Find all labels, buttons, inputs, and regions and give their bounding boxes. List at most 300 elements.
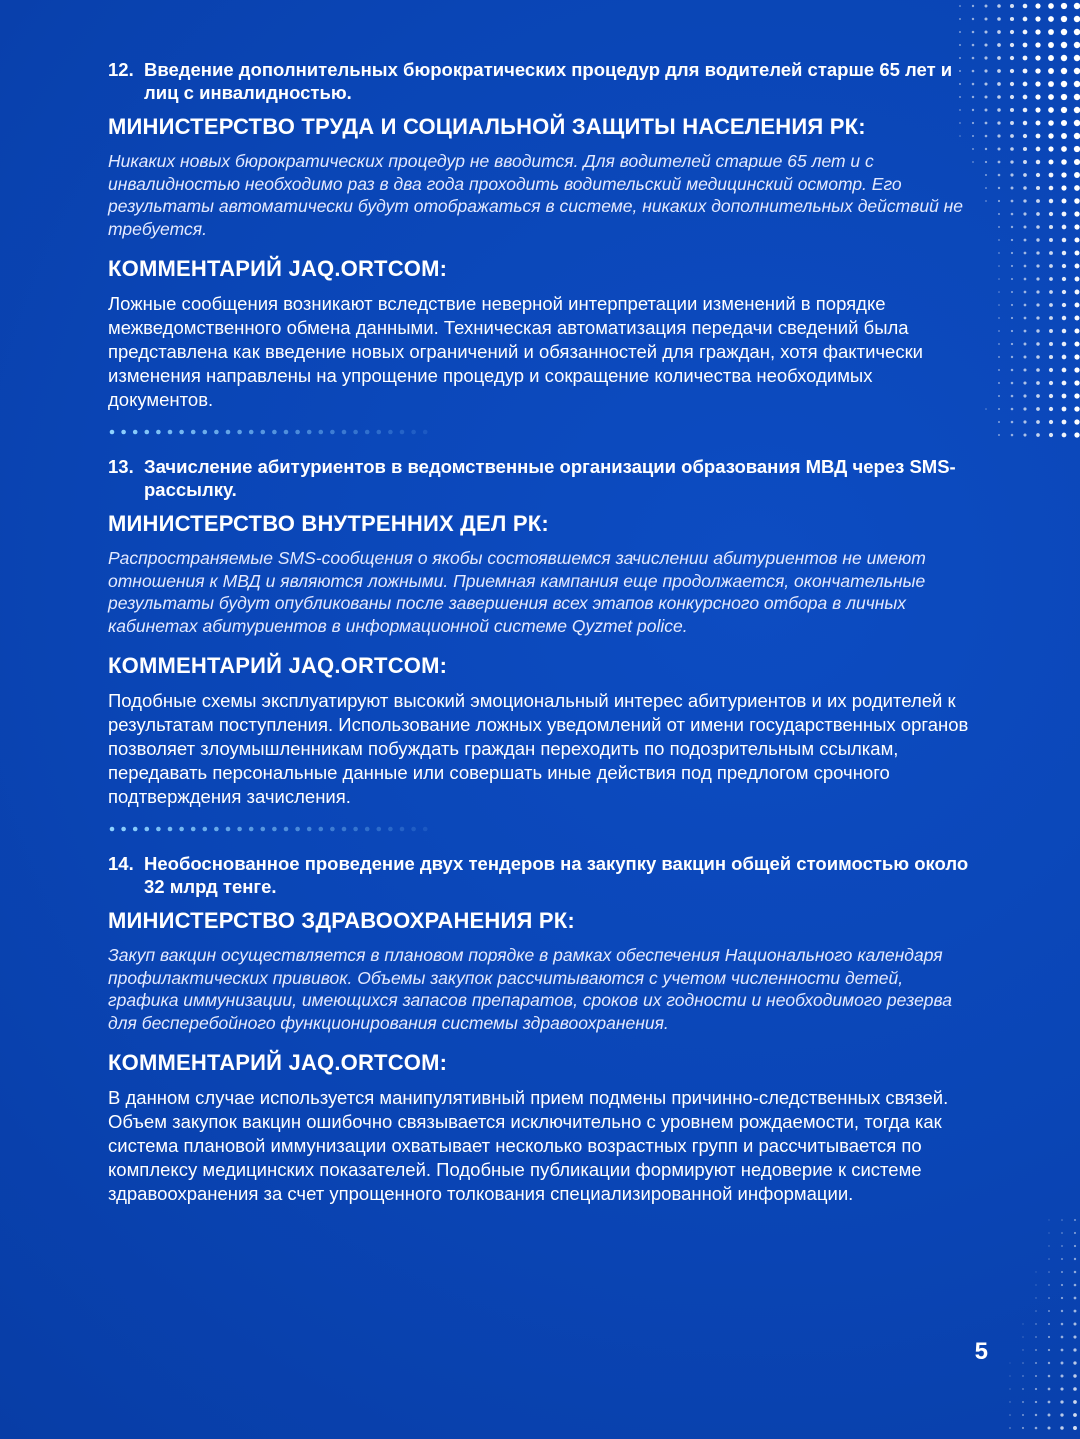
decor-dot bbox=[1035, 29, 1040, 34]
decor-dot bbox=[1075, 290, 1080, 295]
decor-dot bbox=[1074, 367, 1079, 372]
decor-dot bbox=[1011, 408, 1014, 411]
decor-dot bbox=[1011, 213, 1014, 216]
decor-dot bbox=[997, 82, 1001, 86]
divider-dot bbox=[110, 430, 115, 435]
decor-dot bbox=[1048, 42, 1054, 48]
decor-dot bbox=[1036, 160, 1040, 164]
decor-dot bbox=[1023, 186, 1027, 190]
decor-dot bbox=[1049, 186, 1054, 191]
decor-dot bbox=[1074, 198, 1080, 204]
decor-dot bbox=[1035, 81, 1040, 86]
divider-dot bbox=[133, 430, 138, 435]
decor-dot bbox=[1048, 146, 1053, 151]
decor-dot bbox=[1074, 55, 1080, 61]
decor-dot bbox=[1049, 225, 1053, 229]
divider-dot bbox=[330, 827, 335, 832]
decor-dot bbox=[998, 213, 1000, 215]
divider-dots bbox=[110, 430, 428, 435]
decor-dot bbox=[1010, 95, 1014, 99]
decor-dot bbox=[1049, 251, 1053, 255]
decor-dot bbox=[998, 343, 1000, 345]
decor-dot bbox=[1035, 1414, 1037, 1416]
decor-dot bbox=[1060, 1400, 1063, 1403]
decor-dot bbox=[1048, 3, 1054, 9]
decor-dot bbox=[1049, 290, 1053, 294]
dotted-divider bbox=[108, 422, 970, 442]
decor-dot bbox=[998, 187, 1000, 189]
decor-dot bbox=[1022, 1427, 1024, 1429]
divider-dot bbox=[330, 430, 335, 435]
decor-dot bbox=[1062, 264, 1066, 268]
decor-dot bbox=[1061, 94, 1067, 100]
decor-dot bbox=[1011, 395, 1014, 398]
decor-dot bbox=[1048, 1232, 1049, 1233]
decor-dot bbox=[1048, 120, 1054, 126]
decor-dot bbox=[1022, 1323, 1023, 1324]
decor-dot bbox=[997, 17, 1001, 21]
divider-dot bbox=[400, 827, 405, 832]
decor-dot bbox=[1035, 55, 1040, 60]
divider-dot bbox=[377, 827, 382, 832]
decor-dot bbox=[1023, 381, 1026, 384]
item-14 bbox=[108, 852, 970, 1206]
divider-dot bbox=[388, 827, 393, 832]
decor-dot bbox=[1023, 212, 1026, 215]
decor-dot bbox=[1062, 238, 1067, 243]
decor-dot bbox=[1048, 1219, 1049, 1220]
decor-dot bbox=[1062, 381, 1067, 386]
decor-dot bbox=[1074, 94, 1080, 100]
decor-dot bbox=[1047, 1426, 1050, 1429]
decor-dot bbox=[1010, 108, 1014, 112]
decor-dot bbox=[997, 121, 1000, 124]
divider-dot bbox=[272, 827, 277, 832]
decor-dot bbox=[1074, 211, 1079, 216]
decor-dot bbox=[1061, 1284, 1063, 1286]
decor-dot bbox=[1062, 420, 1067, 425]
decor-dot bbox=[1023, 173, 1027, 177]
item-number: 14. bbox=[108, 853, 134, 874]
decor-dot bbox=[1023, 56, 1028, 61]
decor-dot bbox=[1062, 225, 1067, 230]
decor-dot bbox=[1048, 55, 1054, 61]
decor-dot bbox=[1036, 290, 1039, 293]
decor-dot bbox=[985, 135, 988, 138]
decor-dot bbox=[1061, 172, 1066, 177]
decor-dot bbox=[1048, 1388, 1051, 1391]
item-number: 13. bbox=[108, 456, 134, 477]
decor-dot bbox=[1024, 343, 1027, 346]
decor-dot bbox=[998, 304, 1000, 306]
decor-dot bbox=[1009, 1401, 1010, 1402]
decor-dot bbox=[1011, 369, 1014, 372]
divider-dot bbox=[307, 430, 312, 435]
decor-dot bbox=[984, 56, 987, 59]
decor-dot bbox=[998, 421, 1000, 423]
decor-dot bbox=[1075, 277, 1080, 282]
decor-dot bbox=[1074, 1258, 1076, 1260]
decor-dot bbox=[998, 239, 1000, 241]
decor-dot bbox=[1036, 407, 1040, 411]
decor-dot bbox=[1075, 251, 1080, 256]
divider-dot bbox=[121, 430, 126, 435]
decor-dot bbox=[1022, 1375, 1024, 1377]
decor-dot bbox=[1010, 4, 1014, 8]
comment-heading: КОММЕНТАРИЙ JAQ.ORTCOM: bbox=[108, 653, 448, 678]
decor-dot bbox=[972, 148, 974, 150]
decor-dot bbox=[1074, 419, 1079, 424]
divider-dot bbox=[133, 827, 138, 832]
decor-dot bbox=[1048, 1284, 1050, 1286]
decor-dot bbox=[984, 17, 987, 20]
item-title-text: Введение дополнительных бюрократических процедур для водителей старше 65 лет и лиц с инвалидностью. bbox=[144, 59, 953, 103]
decor-dot bbox=[985, 161, 987, 163]
decor-dot bbox=[985, 187, 987, 189]
decor-dot bbox=[1049, 173, 1054, 178]
decor-dot bbox=[972, 70, 975, 73]
decor-dot bbox=[1074, 16, 1080, 22]
decor-dot bbox=[1048, 1297, 1050, 1299]
decor-dot bbox=[998, 174, 1001, 177]
decor-dot bbox=[1023, 43, 1028, 48]
decor-dot bbox=[1049, 329, 1053, 333]
decor-dot bbox=[998, 200, 1000, 202]
divider-dot bbox=[388, 430, 393, 435]
decor-dot bbox=[1022, 1401, 1024, 1403]
decor-dot bbox=[984, 43, 987, 46]
decor-dot bbox=[1035, 1284, 1036, 1285]
decor-dot bbox=[1010, 134, 1014, 138]
decor-dot bbox=[1036, 173, 1040, 177]
decor-dot bbox=[1009, 1388, 1010, 1389]
decor-dot bbox=[1048, 1362, 1050, 1364]
decor-dot bbox=[1061, 1362, 1064, 1365]
decor-dot bbox=[1048, 68, 1054, 74]
divider-dot bbox=[284, 430, 289, 435]
divider-dot bbox=[261, 430, 266, 435]
decor-dot bbox=[1011, 317, 1013, 319]
divider-dot bbox=[214, 430, 219, 435]
divider-dot bbox=[237, 827, 242, 832]
item-title bbox=[108, 58, 970, 104]
decor-dot bbox=[1061, 1310, 1063, 1312]
decor-dot bbox=[1036, 303, 1039, 306]
decor-dot bbox=[1022, 1388, 1024, 1390]
decor-dot bbox=[972, 5, 974, 7]
decor-dot bbox=[1023, 17, 1028, 22]
decor-dot bbox=[1023, 95, 1028, 100]
decor-dot bbox=[1011, 434, 1014, 437]
decor-dot bbox=[1011, 252, 1013, 254]
decor-dot bbox=[1036, 368, 1040, 372]
decor-dot bbox=[1011, 356, 1013, 358]
divider-dot bbox=[179, 827, 184, 832]
decor-dot bbox=[1048, 29, 1054, 35]
decor-dot bbox=[1074, 1284, 1077, 1287]
decor-dot bbox=[1062, 212, 1067, 217]
decor-dot bbox=[1074, 1232, 1076, 1234]
decor-dot bbox=[1023, 121, 1027, 125]
decor-dot bbox=[1035, 107, 1040, 112]
divider-dot bbox=[156, 430, 161, 435]
divider-dot bbox=[249, 827, 254, 832]
decor-dot bbox=[1073, 1387, 1077, 1391]
divider-dot bbox=[353, 827, 358, 832]
decor-dot bbox=[1060, 1413, 1063, 1416]
decor-dot bbox=[1061, 68, 1067, 74]
decor-dot bbox=[1035, 1336, 1037, 1338]
decor-dot bbox=[1023, 30, 1028, 35]
decor-dot bbox=[1074, 3, 1080, 9]
ministry-response-text: Никаких новых бюрократических процедур не вводится. Для водителей старше 65 лет и с инвалидностью необходимо раз в два года проходить водительский медицинский осмотр. Его результаты автоматически будут отображаться в системе, никаких дополнительных действий не требуется. bbox=[108, 151, 964, 239]
divider-dot bbox=[284, 827, 289, 832]
decor-dot bbox=[1035, 1362, 1037, 1364]
decor-dot bbox=[1023, 147, 1027, 151]
decor-dot bbox=[1035, 1375, 1037, 1377]
divider-dot bbox=[295, 430, 300, 435]
divider-dot bbox=[342, 827, 347, 832]
decor-dot bbox=[1023, 134, 1027, 138]
decor-dot bbox=[1009, 1414, 1011, 1416]
comment-text: В данном случае используется манипулятивный прием подмены причинно-следственных связей. Объем закупок вакцин ошибочно связывается исключительно с уровнем рождаемости, тогда как система плановой иммунизации охватывает несколько возрастных групп и рассчитывается по комплексу медицинских показателей. Подобные публикации формируют недоверие к системе здравоохранения за счет упрощенного толкования специализированной информации. bbox=[108, 1087, 949, 1204]
divider-dot bbox=[423, 827, 428, 832]
decor-dot bbox=[1061, 81, 1067, 87]
decor-dot bbox=[1023, 82, 1028, 87]
divider-dot bbox=[377, 430, 382, 435]
decor-dot bbox=[1073, 1335, 1076, 1338]
decor-dot bbox=[1024, 317, 1027, 320]
decor-dot bbox=[1061, 107, 1067, 113]
decor-dot bbox=[985, 408, 987, 410]
divider-dot bbox=[423, 430, 428, 435]
decor-dot bbox=[1036, 355, 1040, 359]
ministry-response-text: Распространяемые SMS-сообщения о якобы состоявшемся зачислении абитуриентов не имеют отношения к МВД и являются ложными. Приемная кампания еще продолжается, окончательные результаты будут опубликованы после завершения всех этапов конкурсного отбора в личных кабинетах абитуриентов в информационной системе Qyzmet police. bbox=[108, 548, 926, 636]
decor-dot bbox=[1036, 238, 1039, 241]
divider-dot bbox=[191, 827, 196, 832]
page-number: 5 bbox=[974, 1338, 988, 1365]
decor-dot bbox=[1035, 1388, 1037, 1390]
decor-dot bbox=[1035, 3, 1040, 8]
decor-dot bbox=[1023, 394, 1026, 397]
decor-dot bbox=[997, 43, 1001, 47]
decor-dot bbox=[1024, 356, 1027, 359]
divider-dot bbox=[145, 430, 150, 435]
divider-dot bbox=[400, 430, 405, 435]
divider-dots bbox=[110, 827, 428, 832]
decor-dot bbox=[998, 395, 1000, 397]
decor-dot bbox=[1073, 1426, 1077, 1430]
divider-dot bbox=[156, 827, 161, 832]
decor-dot bbox=[959, 18, 961, 20]
decor-dot bbox=[1048, 94, 1054, 100]
decor-dot bbox=[1010, 56, 1014, 60]
decor-dot bbox=[1074, 354, 1079, 359]
decor-dot bbox=[998, 265, 1000, 267]
decor-dot bbox=[984, 82, 987, 85]
decor-dot bbox=[1022, 1362, 1024, 1364]
decor-dot bbox=[1024, 265, 1027, 268]
decor-dot bbox=[1062, 251, 1066, 255]
divider-dot bbox=[121, 827, 126, 832]
decor-dot bbox=[1048, 81, 1054, 87]
item-13 bbox=[108, 455, 970, 809]
decor-dot bbox=[1010, 69, 1014, 73]
decor-dot bbox=[1062, 199, 1067, 204]
decor-dot bbox=[1061, 159, 1067, 165]
ministry-heading: МИНИСТЕРСТВО ВНУТРЕННИХ ДЕЛ РК: bbox=[108, 511, 549, 536]
decor-dot bbox=[998, 226, 1000, 228]
decor-dot bbox=[1009, 1427, 1011, 1429]
decor-dot bbox=[1010, 160, 1013, 163]
decor-dot bbox=[1035, 16, 1040, 21]
decor-dot bbox=[1048, 1245, 1049, 1246]
decor-dot bbox=[1011, 382, 1014, 385]
decor-dot bbox=[1035, 1349, 1037, 1351]
decor-dot bbox=[1060, 1387, 1063, 1390]
decor-dot bbox=[1061, 42, 1067, 48]
decor-dot bbox=[997, 134, 1000, 137]
dotted-divider bbox=[108, 819, 970, 839]
decor-dot bbox=[1048, 1375, 1051, 1378]
decor-dot bbox=[1062, 342, 1067, 347]
decor-dot bbox=[998, 382, 1000, 384]
item-number: 12. bbox=[108, 59, 134, 80]
divider-dot bbox=[411, 827, 416, 832]
decor-dot bbox=[1036, 199, 1040, 203]
decor-dot bbox=[1074, 224, 1079, 229]
decor-dot bbox=[1023, 199, 1026, 202]
divider-dot bbox=[319, 430, 324, 435]
decor-dot bbox=[1062, 368, 1067, 373]
decor-dot bbox=[1036, 134, 1041, 139]
decor-dot bbox=[1036, 342, 1039, 345]
decor-dot bbox=[959, 44, 961, 46]
decor-dot bbox=[1061, 1245, 1063, 1247]
decor-dot bbox=[1061, 29, 1067, 35]
decor-dot bbox=[1048, 107, 1054, 113]
comment-text: Ложные сообщения возникают вследствие неверной интерпретации изменений в порядке межведомственного обмена данными. Техническая автоматизация передачи сведений была представлена как введение новых ограничений и обязанностей для граждан, хотя фактически изменения направлены на упрощение процедур и сокращение количества необходимых документов. bbox=[108, 293, 924, 410]
decor-dot bbox=[1011, 239, 1013, 241]
decor-dot bbox=[959, 31, 961, 33]
decor-dot bbox=[1061, 1349, 1064, 1352]
decor-dot bbox=[1048, 1323, 1050, 1325]
decor-dot bbox=[1011, 343, 1013, 345]
decor-dot bbox=[1024, 304, 1027, 307]
decor-dot bbox=[1074, 380, 1079, 385]
divider-dot bbox=[179, 430, 184, 435]
decor-dot bbox=[1035, 1310, 1037, 1312]
decor-dot bbox=[1035, 1323, 1037, 1325]
decor-dot bbox=[1074, 172, 1080, 178]
divider-dot bbox=[145, 827, 150, 832]
decor-dot bbox=[1049, 277, 1053, 281]
comment-text: Подобные схемы эксплуатируют высокий эмоциональный интерес абитуриентов и их родителей к результатам поступления. Использование ложных уведомлений от имени государственных органов позволяет злоумышленникам побуждать граждан переходить по подозрительным ссылкам, передавать персональные данные или совершать иные действия под предлогом срочного подтверждения зачисления. bbox=[108, 690, 969, 807]
decor-dot bbox=[1049, 303, 1053, 307]
divider-dot bbox=[249, 430, 254, 435]
decor-dot bbox=[1024, 278, 1027, 281]
decor-dot bbox=[997, 30, 1001, 34]
decor-dot bbox=[959, 5, 961, 7]
decor-dot bbox=[1062, 394, 1067, 399]
divider-dot bbox=[319, 827, 324, 832]
comment-heading: КОММЕНТАРИЙ JAQ.ORTCOM: bbox=[108, 256, 448, 281]
decor-dot bbox=[1023, 368, 1026, 371]
ministry-heading: МИНИСТЕРСТВО ЗДРАВООХРАНЕНИЯ РК: bbox=[108, 908, 575, 933]
decor-dot bbox=[1049, 381, 1053, 385]
decor-dot bbox=[1074, 185, 1080, 191]
divider-dot bbox=[226, 430, 231, 435]
decor-dot bbox=[1010, 147, 1014, 151]
decor-dot bbox=[984, 95, 987, 98]
decor-dot bbox=[998, 252, 1000, 254]
decor-dot bbox=[1062, 433, 1067, 438]
decor-dot bbox=[1062, 355, 1067, 360]
decor-dot bbox=[1074, 81, 1080, 87]
decor-dot bbox=[1049, 342, 1053, 346]
divider-dot bbox=[237, 430, 242, 435]
decor-dot bbox=[1074, 1219, 1076, 1221]
decor-dot bbox=[1074, 1245, 1076, 1247]
decor-dot bbox=[1061, 146, 1067, 152]
divider-dot bbox=[203, 430, 208, 435]
decor-dot bbox=[1074, 146, 1080, 152]
decor-dot bbox=[1061, 1323, 1064, 1326]
decor-dot bbox=[972, 109, 974, 111]
decor-dot bbox=[1023, 420, 1026, 423]
decor-dot bbox=[1048, 1258, 1050, 1260]
decor-dot bbox=[1023, 108, 1028, 113]
decor-dot bbox=[972, 31, 975, 34]
divider-dot bbox=[203, 827, 208, 832]
decor-dot bbox=[1011, 187, 1014, 190]
decor-dot bbox=[998, 369, 1000, 371]
decor-dot bbox=[1022, 1349, 1023, 1350]
decor-dot bbox=[1073, 1374, 1076, 1377]
decor-dot bbox=[1074, 29, 1080, 35]
decor-dot bbox=[1048, 1401, 1051, 1404]
decor-dot bbox=[998, 317, 1000, 319]
decor-dot bbox=[1024, 291, 1027, 294]
decor-dot bbox=[985, 174, 987, 176]
dots-bottom-right bbox=[1009, 1219, 1077, 1430]
decor-dot bbox=[985, 109, 988, 112]
decor-dot bbox=[1036, 316, 1039, 319]
decor-dot bbox=[1035, 1297, 1036, 1298]
decor-dot bbox=[1062, 407, 1067, 412]
decor-dot bbox=[1048, 1414, 1051, 1417]
decor-dot bbox=[1035, 1401, 1037, 1403]
decor-dot bbox=[1023, 433, 1026, 436]
decor-dot bbox=[1036, 433, 1040, 437]
decor-dot bbox=[998, 356, 1000, 358]
decor-dot bbox=[998, 291, 1000, 293]
decor-dot bbox=[1049, 316, 1053, 320]
divider-dot bbox=[110, 827, 115, 832]
divider-dot bbox=[261, 827, 266, 832]
decor-dot bbox=[1074, 107, 1080, 113]
divider-dot bbox=[353, 430, 358, 435]
decor-dot bbox=[1011, 278, 1013, 280]
decor-dot bbox=[1074, 42, 1080, 48]
decor-dot bbox=[972, 83, 975, 86]
decor-dot bbox=[997, 95, 1001, 99]
decor-dot bbox=[1074, 237, 1079, 242]
decor-dot bbox=[1061, 1219, 1063, 1221]
decor-dot bbox=[998, 434, 1000, 436]
decor-dot bbox=[1011, 265, 1013, 267]
decor-dot bbox=[998, 278, 1000, 280]
